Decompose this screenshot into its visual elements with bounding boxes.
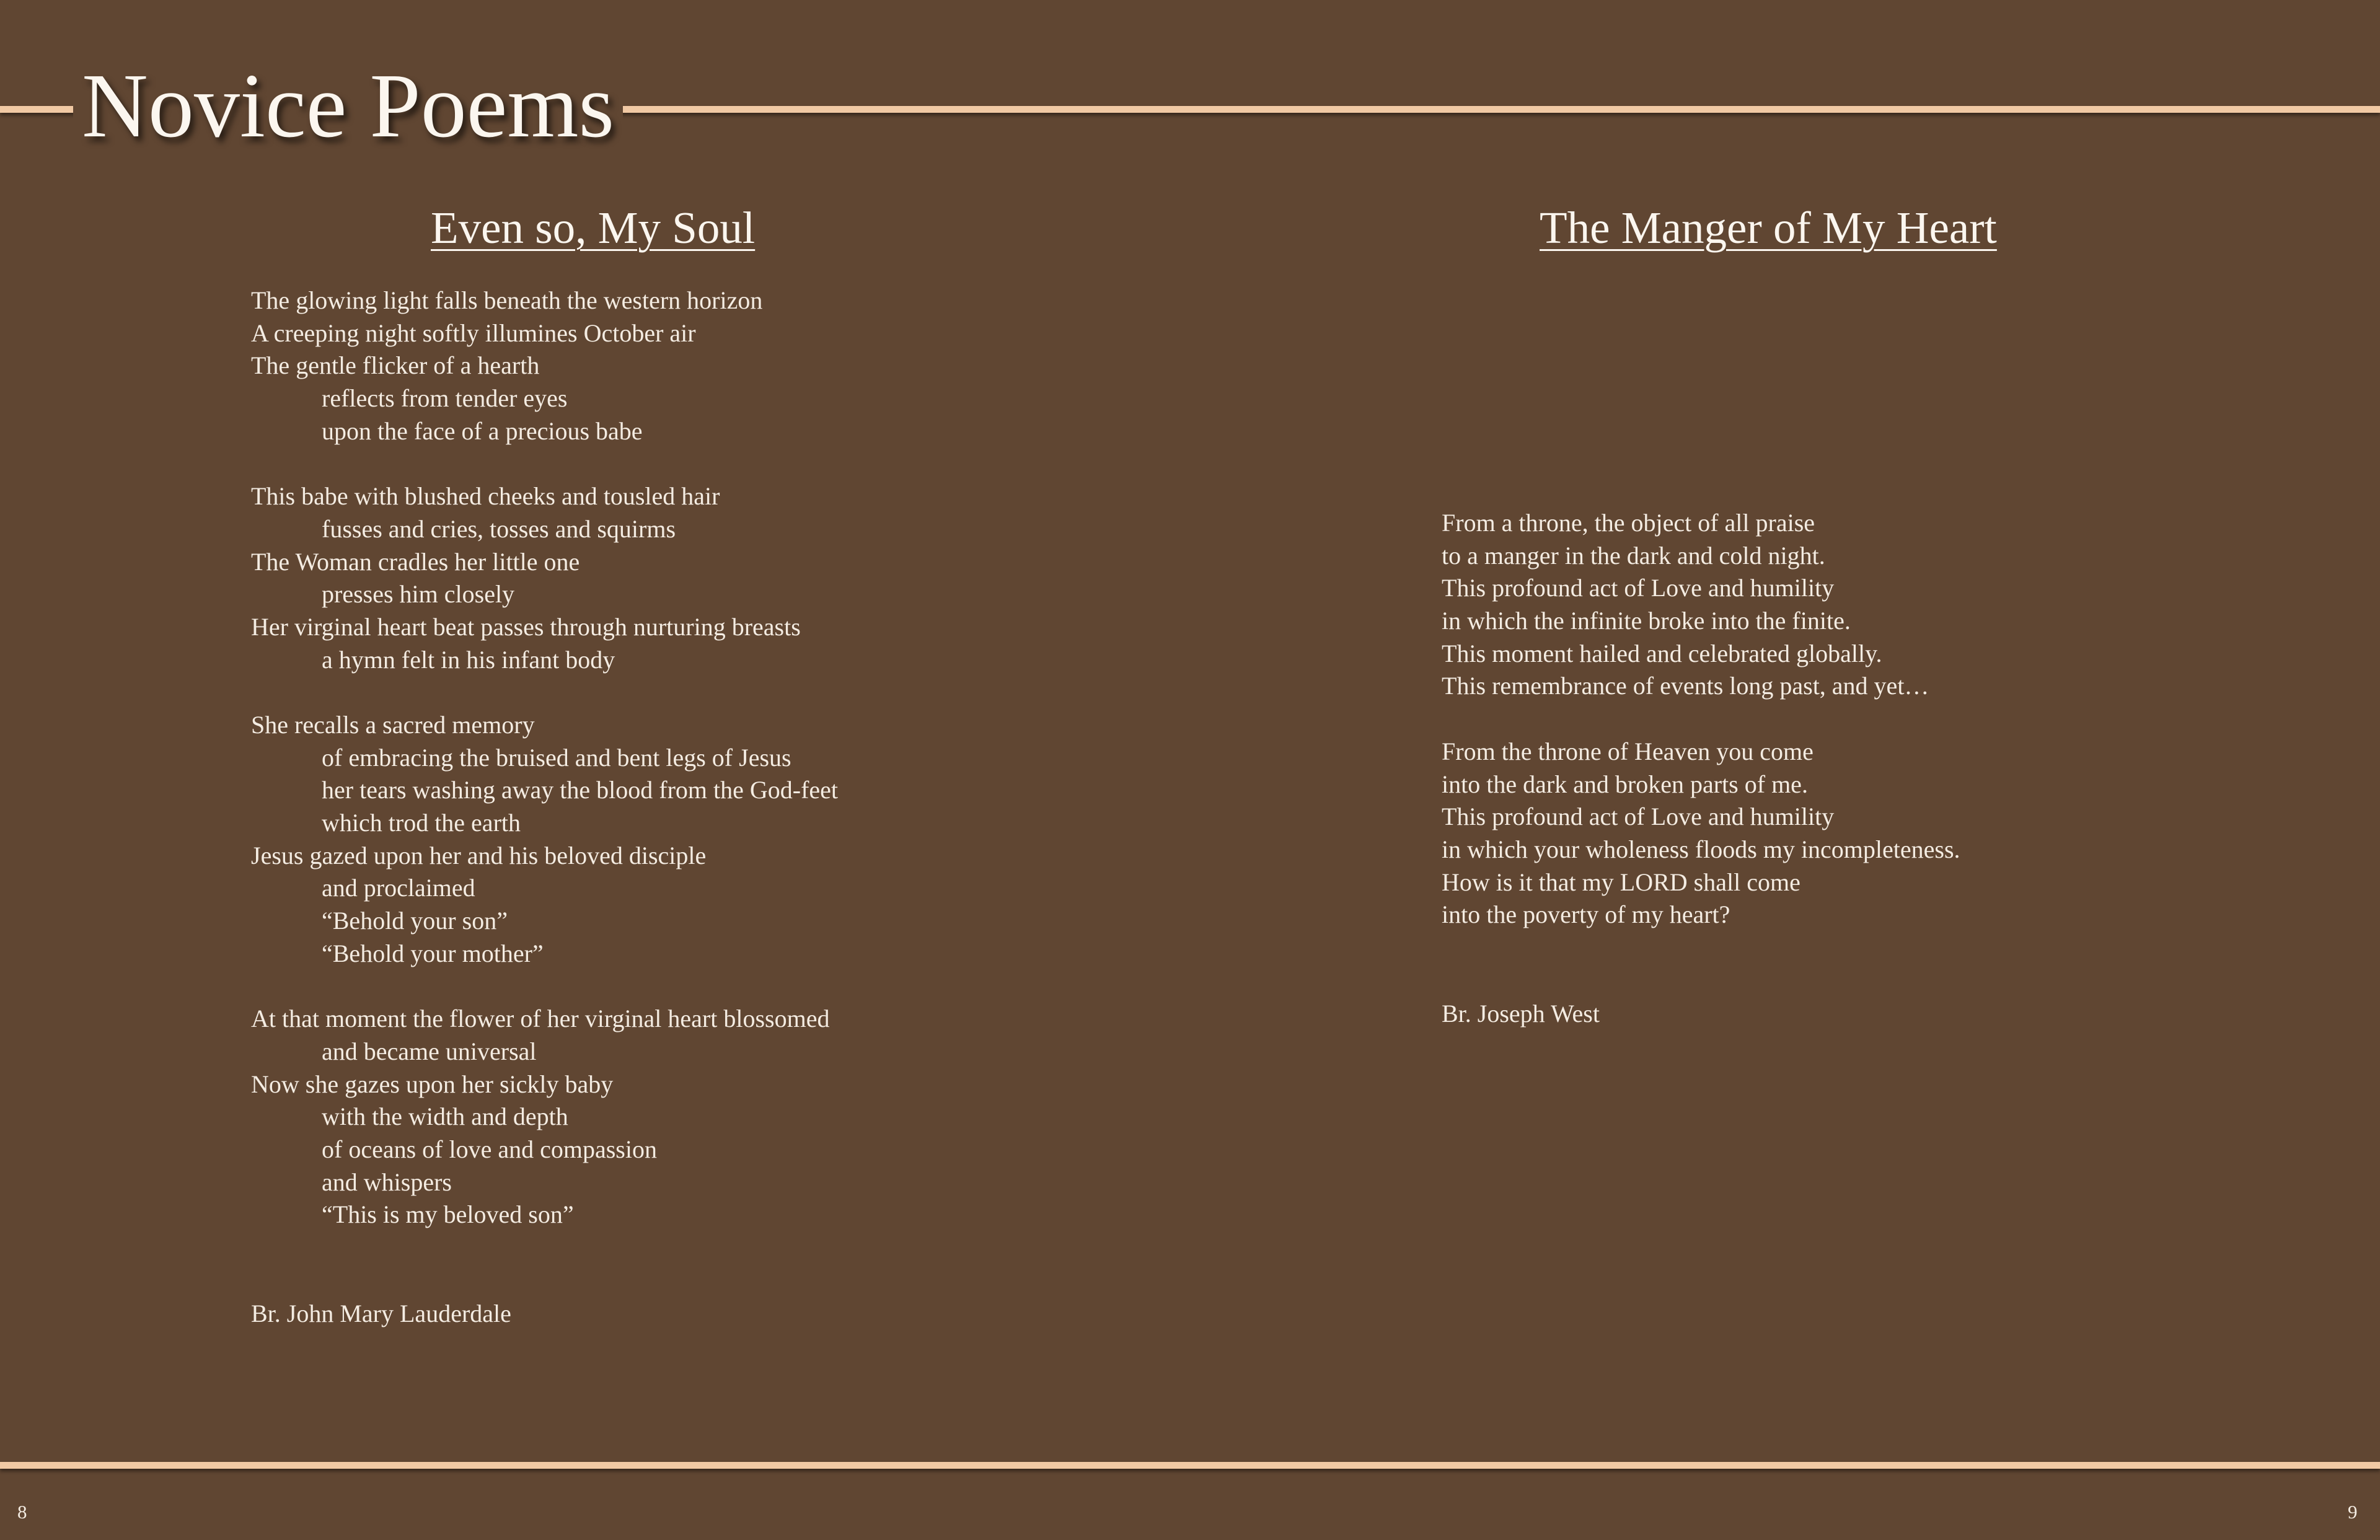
poem-line: into the dark and broken parts of me. <box>1442 770 1808 798</box>
poem-stanza <box>1442 736 2272 931</box>
poem-line: Jesus gazed upon her and his beloved disciple <box>251 841 707 869</box>
poem-line: “This is my beloved son” <box>322 1200 574 1229</box>
author-right: Br. Joseph West <box>1442 1000 1600 1027</box>
poem-line: fusses and cries, tosses and squirms <box>322 514 676 543</box>
poem-line: She recalls a sacred memory <box>251 710 535 739</box>
poem-stanza <box>1442 507 2272 703</box>
poem-line: into the poverty of my heart? <box>1442 900 1730 929</box>
page-number-left: 8 <box>17 1501 27 1523</box>
poem-body-right <box>1442 507 2272 964</box>
poem-body-left <box>251 284 1020 1264</box>
poem-line: presses him closely <box>322 580 515 609</box>
poem-line: The gentle flicker of a hearth <box>251 351 540 380</box>
poem-line: Her virginal heart beat passes through nurturing breasts <box>251 612 801 641</box>
poem-line: At that moment the flower of her virginal heart blossomed <box>251 1005 830 1033</box>
poem-stanza <box>251 284 1020 447</box>
poem-line: upon the face of a precious babe <box>322 416 643 445</box>
poem-line: and whispers <box>322 1168 452 1196</box>
poem-line: A creeping night softly illumines October air <box>251 319 696 347</box>
poem-line: of oceans of love and compassion <box>322 1135 657 1163</box>
poem-line: in which the infinite broke into the finite. <box>1442 607 1851 635</box>
poem-line: This profound act of Love and humility <box>1442 803 1835 831</box>
poem-line: of embracing the bruised and bent legs of Jesus <box>322 743 791 772</box>
page-number-right: 9 <box>2348 1501 2358 1523</box>
poem-line: her tears washing away the blood from the God-feet <box>322 776 839 804</box>
poem-line: “Behold your mother” <box>322 939 544 967</box>
poem-line: This remembrance of events long past, and yet… <box>1442 672 1929 700</box>
poem-line: From the throne of Heaven you come <box>1442 737 1814 765</box>
poem-line: This babe with blushed cheeks and tousled hair <box>251 482 720 511</box>
section-title: Novice Poems <box>73 53 623 159</box>
poem-title-left: Even so, My Soul <box>431 203 756 253</box>
poem-line: The glowing light falls beneath the western horizon <box>251 286 763 314</box>
poem-line: to a manger in the dark and cold night. <box>1442 541 1825 570</box>
poem-title-right: The Manger of My Heart <box>1540 203 1997 253</box>
poem-stanza <box>251 480 1020 676</box>
poem-line: and proclaimed <box>322 874 475 902</box>
poem-line: with the width and depth <box>322 1102 568 1131</box>
poem-line: This profound act of Love and humility <box>1442 574 1835 602</box>
poem-stanza <box>251 709 1020 970</box>
poem-line: This moment hailed and celebrated globally. <box>1442 639 1882 667</box>
poem-line: From a throne, the object of all praise <box>1442 509 1815 537</box>
poem-line: “Behold your son” <box>322 907 508 935</box>
poem-stanza <box>251 1003 1020 1231</box>
poem-line: a hymn felt in his infant body <box>322 645 615 674</box>
poem-line: in which your wholeness floods my incompleteness. <box>1442 835 1960 863</box>
poem-line: Now she gazes upon her sickly baby <box>251 1070 614 1098</box>
poem-line: How is it that my LORD shall come <box>1442 868 1800 896</box>
poem-line: and became universal <box>322 1037 537 1065</box>
author-left: Br. John Mary Lauderdale <box>251 1300 511 1327</box>
footer-rule <box>0 1462 2380 1469</box>
poem-line: which trod the earth <box>322 809 521 837</box>
poem-line: reflects from tender eyes <box>322 384 568 413</box>
poem-line: The Woman cradles her little one <box>251 547 580 576</box>
